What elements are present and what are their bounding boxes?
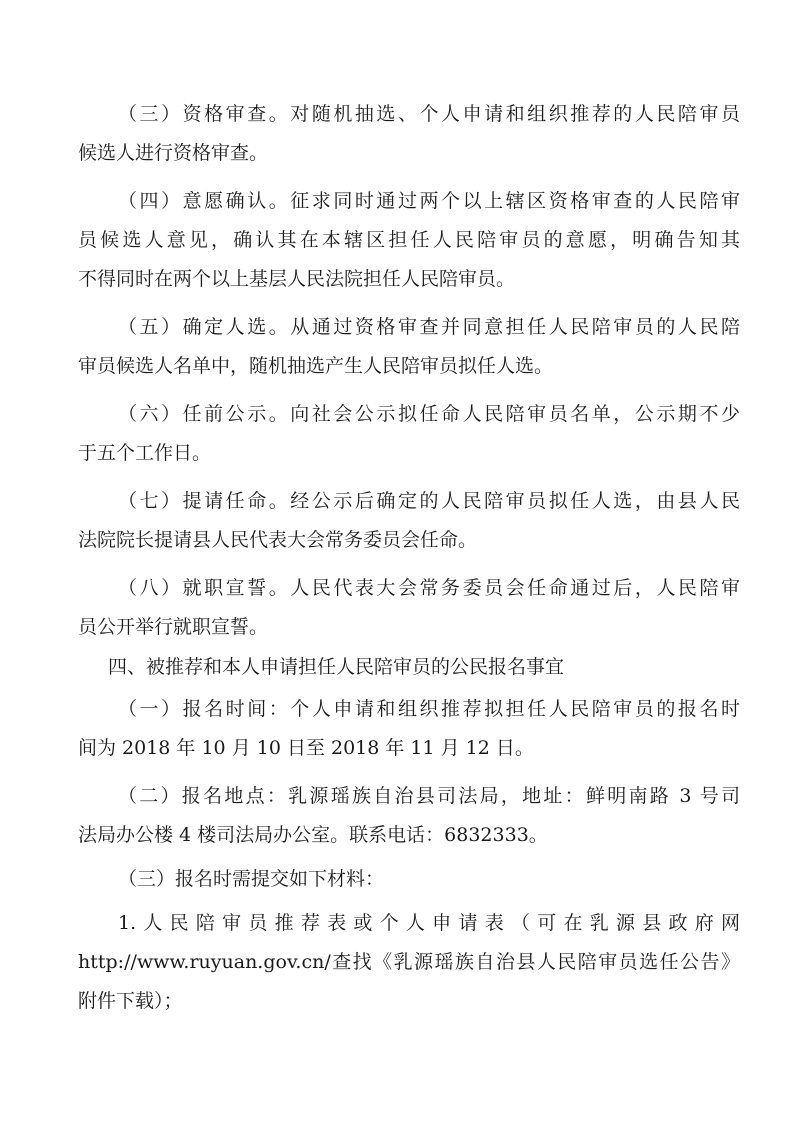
paragraph-last-line: 不得同时在两个以上基层人民法院担任人民陪审员。 <box>78 268 516 290</box>
paragraph-last-line: 法院院长提请县人民代表大会常务委员会任命。 <box>78 529 478 551</box>
text-line <box>0 776 793 816</box>
paragraph-line: http://www.ruyuan.gov.cn/查找《乳源瑶族自治县人民陪审员选任公告》 <box>78 951 740 973</box>
paragraph-first-line: 1.人民陪审员推荐表或个人申请表（可在乳源县政府网 <box>118 912 740 934</box>
text-line <box>0 94 793 134</box>
text-line <box>0 647 793 687</box>
paragraph-line: 员候选人意见，确认其在本辖区担任人民陪审员的意愿，明确告知其 <box>78 229 740 251</box>
paragraph-first-line: （七）提请任命。经公示后确定的人民陪审员拟任人选，由县人民 <box>118 490 740 512</box>
paragraph-first-line: （八）就职宣誓。人民代表大会常务委员会任命通过后，人民陪审 <box>118 577 740 599</box>
text-line <box>0 259 793 299</box>
text-line <box>0 903 793 943</box>
text-line <box>0 607 793 647</box>
paragraph-last-line: 员公开举行就职宣誓。 <box>78 616 269 638</box>
paragraph-first-line: （四）意愿确认。征求同时通过两个以上辖区资格审查的人民陪审 <box>118 190 740 212</box>
text-line <box>0 520 793 560</box>
text-line <box>0 689 793 729</box>
text-line <box>0 346 793 386</box>
paragraph-first-line: （二）报名地点：乳源瑶族自治县司法局，地址：鲜明南路 3 号司 <box>118 785 740 807</box>
paragraph-first-line: （一）报名时间：个人申请和组织推荐拟担任人民陪审员的报名时 <box>118 698 740 720</box>
paragraph-first-line: （三）资格审查。对随机抽选、个人申请和组织推荐的人民陪审员 <box>118 103 740 125</box>
paragraph-last-line: 间为 2018 年 10 月 10 日至 2018 年 11 月 12 日。 <box>78 737 534 759</box>
text-line <box>0 728 793 768</box>
text-line <box>0 942 793 982</box>
text-line <box>0 133 793 173</box>
text-line <box>0 815 793 855</box>
text-line <box>0 394 793 434</box>
text-line <box>0 181 793 221</box>
text-line <box>0 859 793 899</box>
paragraph-last-line: 候选人进行资格审查。 <box>78 142 269 164</box>
text-line <box>0 481 793 521</box>
paragraph-last-line: 审员候选人名单中，随机抽选产生人民陪审员拟任人选。 <box>78 355 554 377</box>
paragraph-first-line: （六）任前公示。向社会公示拟任命人民陪审员名单，公示期不少 <box>118 403 740 425</box>
paragraph-single-line: （三）报名时需提交如下材料： <box>118 868 385 890</box>
text-line <box>0 220 793 260</box>
paragraph-first-line: （五）确定人选。从通过资格审查并同意担任人民陪审员的人民陪 <box>118 316 740 338</box>
text-line <box>0 568 793 608</box>
paragraph-last-line: 附件下载）； <box>78 990 183 1012</box>
text-line <box>0 433 793 473</box>
section-heading: 四、被推荐和本人申请担任人民陪审员的公民报名事宜 <box>108 656 565 678</box>
paragraph-last-line: 于五个工作日。 <box>78 442 212 464</box>
text-line <box>0 981 793 1021</box>
paragraph-last-line: 法局办公楼 4 楼司法局办公室。联系电话：6832333。 <box>78 824 548 846</box>
text-line <box>0 307 793 347</box>
